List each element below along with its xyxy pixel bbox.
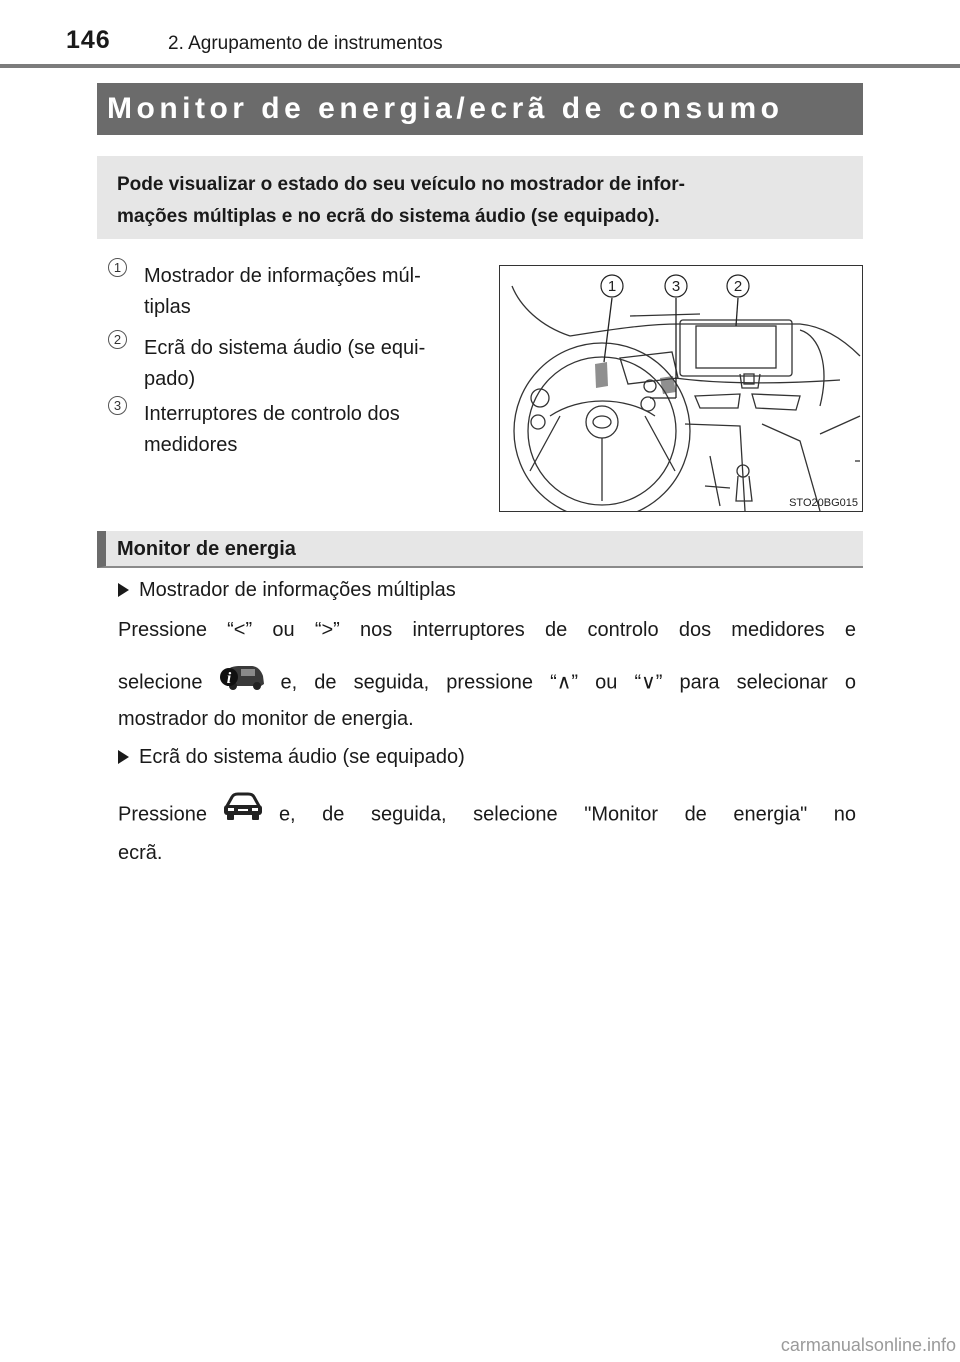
dashboard-drawing	[500, 266, 862, 511]
svg-text:i: i	[226, 670, 231, 687]
dashboard-illustration	[499, 265, 863, 512]
legend-text	[144, 333, 480, 395]
callout-number-2: 2	[108, 330, 127, 349]
page-title: Monitor de energia/ecrã de consumo	[97, 83, 863, 135]
legend-line: Interruptores de controlo dos	[144, 403, 400, 425]
header-rule	[0, 64, 960, 68]
legend-line: medidores	[144, 434, 238, 456]
paragraph-line	[118, 792, 856, 836]
paragraph-line: mostrador do monitor de energia.	[118, 708, 414, 730]
bullet-text: Mostrador de informações múltiplas	[139, 579, 456, 601]
text-fragment: Pressione	[118, 803, 207, 826]
bullet-item-2	[118, 746, 465, 769]
legend-text	[144, 399, 480, 461]
legend-line: Ecrã do sistema áudio (se equi-	[144, 337, 426, 359]
legend-line: pado)	[144, 368, 196, 390]
text-fragment: selecione	[118, 671, 203, 694]
callout-label-2: 2	[733, 278, 743, 295]
paragraph-line: Pressione “<” ou “>” nos interruptores de controlo dos medidores e	[118, 619, 856, 641]
bullet-item-1	[118, 579, 456, 602]
legend-line: Mostrador de informações múl-	[144, 265, 421, 287]
section-heading: Monitor de energia	[97, 531, 863, 568]
running-head: 2. Agrupamento de instrumentos	[168, 33, 443, 54]
page-number: 146	[66, 26, 111, 54]
bullet-text: Ecrã do sistema áudio (se equipado)	[139, 746, 465, 768]
paragraph-line: ecrã.	[118, 842, 163, 864]
vehicle-info-icon	[217, 658, 267, 708]
text-fragment: e, de seguida, selecione "Monitor de energia" no	[278, 803, 856, 826]
text-fragment: e, de seguida, pressione “∧” ou “∨” para selecionar o	[280, 671, 856, 694]
callout-label-3: 3	[671, 278, 681, 295]
paragraph-line	[118, 658, 856, 702]
callout-number-1: 1	[108, 258, 127, 277]
intro-box	[97, 156, 863, 239]
legend-text	[144, 261, 480, 323]
bullet-triangle-icon	[118, 750, 129, 764]
intro-line-1: Pode visualizar o estado do seu veículo no mostrador de infor-	[117, 174, 685, 195]
bullet-triangle-icon	[118, 583, 129, 597]
callout-number-3: 3	[108, 396, 127, 415]
intro-line-2: mações múltiplas e no ecrã do sistema áudio (se equipado).	[117, 206, 660, 227]
watermark: carmanualsonline.info	[780, 1335, 956, 1355]
car-icon	[221, 792, 265, 838]
callout-label-1: 1	[607, 278, 617, 295]
legend-line: tiplas	[144, 296, 191, 318]
figure-code: STO20BG015	[789, 497, 858, 509]
